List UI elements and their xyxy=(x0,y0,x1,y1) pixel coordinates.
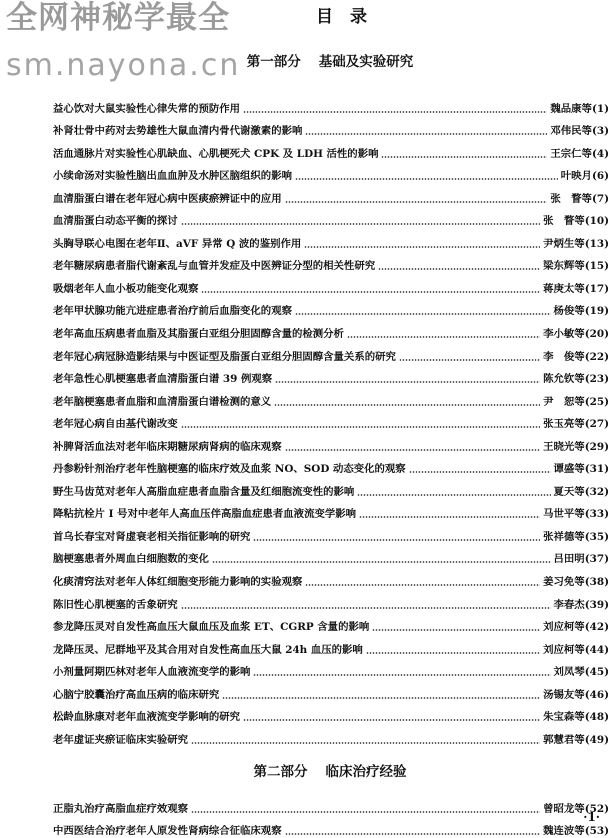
entry-title: 参龙降压灵对自发性高血压大鼠血压及血浆 ET、CGRP 含量的影响 xyxy=(53,621,370,634)
entry-page: (29) xyxy=(584,440,609,453)
watermark-line-1: 全网神秘学最全 xyxy=(6,0,230,36)
dot-leader xyxy=(285,449,541,451)
dot-leader xyxy=(181,607,551,609)
entry-page: (15) xyxy=(584,260,609,273)
entry-author: 马世平等 xyxy=(543,508,585,521)
toc-entry[interactable] xyxy=(53,431,609,454)
entry-author: 杨俊等 xyxy=(553,305,585,318)
toc-entry[interactable] xyxy=(53,206,609,229)
entry-author: 张 瞀等 xyxy=(550,192,592,205)
entry-author: 姜习免等 xyxy=(543,576,585,589)
entry-page: (46) xyxy=(584,688,609,701)
part-2-title: 临床治疗经验 xyxy=(325,764,407,780)
entry-page: (25) xyxy=(584,395,609,408)
toc-entry[interactable] xyxy=(53,544,609,567)
entry-title: 补肾壮骨中药对去势雄性大鼠血清内骨代谢激素的影响 xyxy=(53,125,303,138)
entry-title: 脑梗塞患者外周血白细胞数的变化 xyxy=(53,553,209,566)
entry-author: 夏天等 xyxy=(553,485,585,498)
entry-author: 尹 恕等 xyxy=(543,395,585,408)
entry-author: 朱宝森等 xyxy=(543,711,585,724)
entry-title: 小剂量阿期匹林对老年人血液流变学的影响 xyxy=(53,666,251,679)
dot-leader xyxy=(409,471,551,473)
entry-author: 李春杰 xyxy=(553,598,585,611)
entry-author: 叶映月 xyxy=(560,170,592,183)
entry-title: 老年冠心病自由基代谢改变 xyxy=(53,418,178,431)
entry-author: 刘应柯等 xyxy=(543,621,585,634)
entry-page: (3) xyxy=(591,125,609,138)
dot-leader xyxy=(366,652,540,654)
part-2-number: 第二部分 xyxy=(253,764,308,780)
entry-author: 曾昭龙等 xyxy=(543,802,585,815)
entry-author: 李 俊等 xyxy=(543,350,585,363)
entry-author: 梁东辉等 xyxy=(543,260,585,273)
watermark-line-2: sm.nayona.cn xyxy=(6,48,241,83)
dot-leader xyxy=(243,111,547,113)
dot-leader xyxy=(378,268,540,270)
toc-entry[interactable] xyxy=(53,161,609,184)
dot-leader xyxy=(359,516,540,518)
entry-title: 松龄血脉康对老年血液流变学影响的研究 xyxy=(53,711,241,724)
entry-author: 陈允钦等 xyxy=(543,373,585,386)
toc-entry[interactable] xyxy=(53,589,609,612)
entry-title: 活血通脉片对实验性心肌缺血、心肌梗死犬 CPK 及 LDH 活性的影响 xyxy=(53,147,379,160)
entry-page: (27) xyxy=(584,418,609,431)
toc-entry[interactable] xyxy=(53,364,609,387)
entry-author: 刘应柯等 xyxy=(543,643,585,656)
entry-title: 老年脑梗塞患者血脂和血清脂蛋白谱检测的意义 xyxy=(53,395,272,408)
entry-title: 头胸导联心电图在老年Ⅱ、aVF 异常 Q 波的鉴别作用 xyxy=(53,237,302,250)
entry-page: (39) xyxy=(584,598,609,611)
page-number: ·1· xyxy=(583,810,600,824)
toc-entry[interactable] xyxy=(53,702,609,725)
entry-page: (19) xyxy=(584,305,609,318)
toc-entry[interactable] xyxy=(53,251,609,274)
toc-entry[interactable] xyxy=(53,409,609,432)
dot-leader xyxy=(274,404,540,406)
dot-leader xyxy=(181,223,540,225)
toc-entry[interactable] xyxy=(53,566,609,589)
dot-leader xyxy=(275,381,540,383)
entry-author: 王晓光等 xyxy=(543,440,585,453)
entry-title: 老年高血压病患者血脂及其脂蛋白亚组分胆固醇含量的检测分析 xyxy=(53,328,344,341)
part-2-heading xyxy=(0,762,614,782)
entry-author: 谭盛等 xyxy=(553,463,585,476)
entry-author: 蒋庚太等 xyxy=(543,282,585,295)
entry-title: 益心饮对大鼠实验性心律失常的预防作用 xyxy=(53,102,241,115)
entry-page: (6) xyxy=(591,170,609,183)
dot-leader xyxy=(201,291,540,293)
entry-title: 老年急性心肌梗塞患者血清脂蛋白谱 39 例观察 xyxy=(53,373,273,386)
dot-leader xyxy=(285,201,548,203)
entry-author: 张祥德等 xyxy=(543,530,585,543)
dot-leader xyxy=(305,133,547,135)
toc-entry[interactable] xyxy=(53,793,609,816)
entry-author: 邓伟民等 xyxy=(550,125,592,138)
toc-entry[interactable] xyxy=(53,116,609,139)
entry-title: 老年糖尿病患者脂代谢紊乱与血管并发症及中医辨证分型的相关性研究 xyxy=(53,260,376,273)
dot-leader xyxy=(253,674,550,676)
entry-title: 正脂丸治疗高脂血症疗效观察 xyxy=(53,802,189,815)
entry-title: 老年甲状腺功能亢进症患者治疗前后血脂变化的观察 xyxy=(53,305,292,318)
toc-entry[interactable] xyxy=(53,476,609,499)
dot-leader xyxy=(222,697,540,699)
entry-title: 老年冠心病冠脉造影结果与中医证型及脂蛋白亚组分胆固醇含量关系的研究 xyxy=(53,350,396,363)
entry-page: (10) xyxy=(584,215,609,228)
entry-page: (38) xyxy=(584,576,609,589)
dot-leader xyxy=(253,539,540,541)
dot-leader xyxy=(295,313,551,315)
dot-leader xyxy=(372,629,540,631)
entry-author: 李小敏等 xyxy=(543,328,585,341)
entry-page: (49) xyxy=(584,733,609,746)
entry-page: (31) xyxy=(584,463,609,476)
dot-leader xyxy=(285,833,541,835)
entry-page: (52) xyxy=(584,802,609,815)
entry-page: (4) xyxy=(591,147,609,160)
toc-entry[interactable] xyxy=(53,273,609,296)
entry-author: 魏连波等 xyxy=(543,825,585,838)
entry-page: (48) xyxy=(584,711,609,724)
toc-entry[interactable] xyxy=(53,228,609,251)
entry-title: 降粘抗栓片 I 号对中老年人高血压伴高脂血症患者血液流变学影响 xyxy=(53,508,357,521)
entry-title: 老年虚证夹瘀证临床实验研究 xyxy=(53,733,189,746)
entry-author: 张玉亮等 xyxy=(543,418,585,431)
toc-entry[interactable] xyxy=(53,296,609,319)
entry-title: 心脑宁胶囊治疗高血压病的临床研究 xyxy=(53,688,220,701)
toc-entry[interactable] xyxy=(53,386,609,409)
dot-leader xyxy=(357,494,550,496)
entry-title: 化痰清窍法对老年人体红细胞变形能力影响的实验观察 xyxy=(53,576,303,589)
entry-title: 中西医结合治疗老年人原发性肾病综合征临床观察 xyxy=(53,825,282,838)
entry-author: 刘凤琴 xyxy=(553,666,585,679)
dot-leader xyxy=(295,178,558,180)
toc-entry[interactable] xyxy=(53,454,609,477)
toc-entry[interactable] xyxy=(53,657,609,680)
entry-page: (53) xyxy=(584,825,609,838)
entry-page: (33) xyxy=(584,508,609,521)
entry-page: (35) xyxy=(584,530,609,543)
dot-leader xyxy=(381,156,547,158)
entry-author: 郭慧君等 xyxy=(543,733,585,746)
part-1-number: 第一部分 xyxy=(246,54,301,70)
dot-leader xyxy=(304,246,540,248)
entry-page: (20) xyxy=(584,328,609,341)
toc-entry[interactable] xyxy=(53,318,609,341)
entry-title: 首乌长春宝对肾虚衰老相关指征影响的研究 xyxy=(53,530,251,543)
toc-entry[interactable] xyxy=(53,93,609,116)
part-2-entry-list xyxy=(53,793,609,838)
entry-author: 吕田明 xyxy=(553,553,585,566)
entry-page: (42) xyxy=(584,621,609,634)
entry-page: (44) xyxy=(584,643,609,656)
entry-title: 吸烟老年人血小板功能变化观察 xyxy=(53,282,199,295)
entry-page: (32) xyxy=(584,485,609,498)
entry-author: 王宗仁等 xyxy=(550,147,592,160)
entry-page: (23) xyxy=(584,373,609,386)
entry-page: (22) xyxy=(584,350,609,363)
entry-title: 补脾肾活血法对老年临床期糖尿病肾病的临床观察 xyxy=(53,440,282,453)
toc-entry[interactable] xyxy=(53,341,609,364)
entry-page: (37) xyxy=(584,553,609,566)
entry-author: 魏品康等 xyxy=(550,102,592,115)
dot-leader xyxy=(181,426,540,428)
entry-title: 小续命汤对实验性脑出血血肿及水肿区脑组织的影响 xyxy=(53,170,292,183)
dot-leader xyxy=(399,359,540,361)
toc-title-part-1: 目 xyxy=(316,7,334,27)
toc-entry[interactable] xyxy=(53,816,609,838)
toc-entry[interactable] xyxy=(53,183,609,206)
entry-title: 野生马齿苋对老年人高脂血症患者血脂含量及红细胞流变性的影响 xyxy=(53,485,355,498)
entry-page: (1) xyxy=(591,102,609,115)
toc-title-part-2: 录 xyxy=(350,7,368,27)
entry-title: 血清脂蛋白谱在老年冠心病中医痰瘀辨证中的应用 xyxy=(53,192,282,205)
dot-leader xyxy=(191,742,540,744)
entry-title: 血清脂蛋白动态平衡的探讨 xyxy=(53,215,178,228)
part-1-entry-list xyxy=(53,93,609,747)
entry-author: 汤锡友等 xyxy=(543,688,585,701)
dot-leader xyxy=(212,561,551,563)
entry-author: 尹炳生等 xyxy=(543,237,585,250)
entry-page: (45) xyxy=(584,666,609,679)
entry-title: 陈旧性心肌梗塞的舌象研究 xyxy=(53,598,178,611)
toc-entry[interactable] xyxy=(53,679,609,702)
toc-entry[interactable] xyxy=(53,724,609,747)
dot-leader xyxy=(347,336,540,338)
toc-entry[interactable] xyxy=(53,612,609,635)
entry-title: 龙降压灵、尼群地平及其合用对自发性高血压大鼠 24h 血压的影响 xyxy=(53,643,363,656)
dot-leader xyxy=(243,719,540,721)
dot-leader xyxy=(191,811,540,813)
entry-page: (17) xyxy=(584,282,609,295)
part-1-title: 基础及实验研究 xyxy=(318,54,414,70)
entry-title: 丹参粉针剂治疗老年性脑梗塞的临床疗效及血浆 NO、SOD 动态变化的观察 xyxy=(53,463,406,476)
toc-entry[interactable] xyxy=(53,499,609,522)
entry-author: 张 瞀等 xyxy=(543,215,585,228)
toc-entry[interactable] xyxy=(53,521,609,544)
toc-entry[interactable] xyxy=(53,138,609,161)
entry-page: (7) xyxy=(591,192,609,205)
entry-page: (13) xyxy=(584,237,609,250)
dot-leader xyxy=(305,584,540,586)
toc-entry[interactable] xyxy=(53,634,609,657)
